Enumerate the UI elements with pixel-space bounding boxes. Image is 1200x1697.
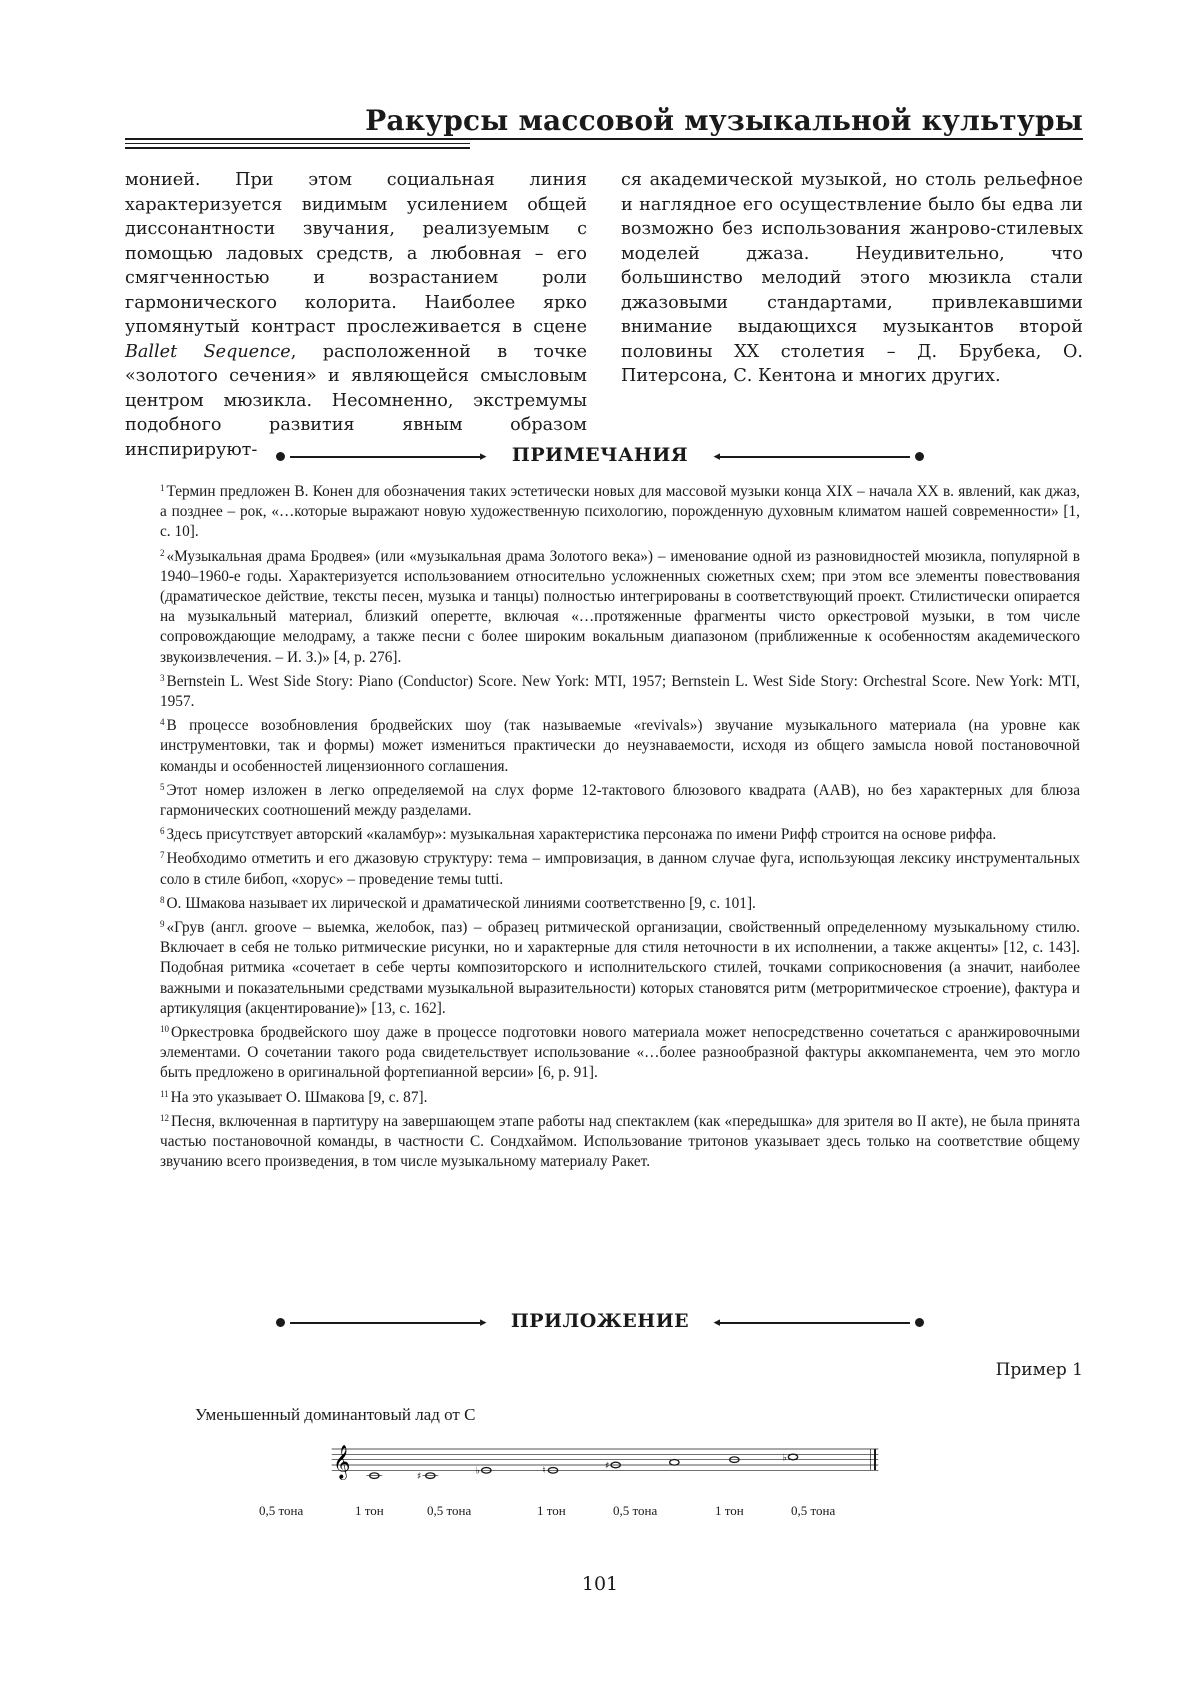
appendix-heading — [270, 1310, 930, 1336]
note-b-flat — [782, 1452, 797, 1463]
note: $^3$ Bernstein L. West Side Story: Piano (Conductor) Score. New York: MTI, 1957; Bernstein L. West Side Story: Orchestral Score. New York: MTI, 1957. — [160, 672, 1080, 711]
left-column — [125, 168, 587, 462]
interval-label: 0,5 тона — [427, 1503, 472, 1518]
note: $^{11}$ На это указывает О. Шмакова [9, с. 87]. — [160, 1088, 428, 1106]
note-g — [670, 1460, 679, 1466]
svg-text:♯: ♯ — [605, 1460, 610, 1472]
example-label: Пример 1 — [995, 1360, 1083, 1380]
interval-label: 1 тон — [715, 1503, 744, 1518]
notes-heading — [270, 444, 930, 470]
header-rule — [470, 138, 1083, 140]
interval-label: 0,5 тона — [791, 1503, 836, 1518]
svg-text:♯: ♯ — [417, 1471, 422, 1482]
music-title: Уменьшенный доминантовый лад от C — [195, 1405, 476, 1424]
left-text-part2: , расположенной в точке «золотого сечения» и являющейся смысловым центром мюзикла. Несомненно, экстремумы подобного развития явным образом инспирируют- — [125, 341, 587, 460]
header-ornament-rule — [125, 138, 470, 152]
ornament-dot-icon — [915, 1318, 924, 1327]
svg-text:♮: ♮ — [542, 1465, 546, 1476]
ornament-line — [720, 1322, 910, 1324]
music-example — [195, 1405, 1015, 1518]
right-column-paragraph: ся академической музыкой, но столь рельефное и наглядное его осуществление было бы едва ли возможно без использования жанрово-стилевых моделей джаза. Неудивительно, что большинство мелодий этого мюзикла стали джазовыми стандартами, привлекавшими внимание выдающихся музыкантов второй половины XX столетия – Д. Брубека, О. Питерсона, С. Кентона и многих других. — [621, 170, 1083, 386]
note: $^{12}$ Песня, включенная в партитуру на завершающем этапе работы над спектаклем (как «передышка» для зрителя во II акте), не была принята частью постановочной команды, в частности С. Сондхаймом. Использование тритонов указывает здесь только на соответствие общему звучанию всего произведения, в том числе музыкальному материалу Ракет. — [160, 1112, 1080, 1171]
note: $^4$ В процессе возобновления бродвейских шоу (так называемые «revivals») звучание музыкального материала (на уровне как инструментовки, так и формы) может измениться практически до неузнаваемости, исходя из общего замысла новой постановочной команды и особенностей лицензионного соглашения. — [160, 717, 1080, 775]
note: $^7$ Необходимо отметить и его джазовую структуру: тема – импровизация, в данном случае фуга, использующая лексику инструментальных соло в стиле бибоп, «хорус» – проведение темы tutti. — [160, 850, 1080, 888]
running-header — [125, 100, 1083, 148]
notes-list — [160, 478, 1080, 1173]
note: $^9$ «Грув (англ. groove – выемка, желобок, паз) – образец ритмической организации, свойственный определенному музыкальному стилю. Включает в себя не только ритмические рисунки, но и характерные для стиля неточности в их исполнении, а также акценты» [12, с. 143]. Подобная ритмика «сочетает в себе черты композиторского и исполнительского стилей, точками соприкосновения (а значит, наиболее важными и показательными средствами музыкальной выразительности) которых становятся ритм (метроритмическое строение), фактура и артикуляция (акцентирование)» [13, с. 162]. — [160, 919, 1080, 1017]
page-number: 101 — [581, 1573, 619, 1595]
right-column — [621, 168, 1083, 389]
interval-labels — [195, 1503, 1015, 1523]
ornament-dot-icon — [915, 452, 924, 461]
note: $^{10}$ Оркестровка бродвейского шоу даже в процессе подготовки нового материала может непосредственно сочетаться с аранжировочными элементами. О сочетании такого рода свидетельствует использование «…более разнообразной фактуры аккомпанемента, чем это могло быть предложено в оригинальной фортепианной версии» [6, p. 91]. — [160, 1024, 1080, 1082]
ornament-line — [720, 456, 910, 458]
left-text-italic: Ballet Sequence — [125, 341, 291, 362]
interval-label: 1 тон — [537, 1503, 566, 1518]
left-text-part1: монией. При этом социальная линия характеризуется видимым усилением общей диссонантности звучания, реализуемым с помощью ладовых средств, а любовная – его смягченностью и возрастанием роли гармонического колорита. Наиболее ярко упомянутый контраст прослеживается в сцене — [125, 170, 587, 337]
note-e-flat — [476, 1466, 491, 1477]
left-column-paragraph — [125, 168, 587, 462]
ornament-arrow-icon: ▸ — [480, 1315, 487, 1330]
note-c — [366, 1473, 382, 1479]
svg-text:♭: ♭ — [782, 1452, 787, 1464]
music-staff — [195, 1445, 1015, 1485]
interval-label: 0,5 тона — [613, 1503, 658, 1518]
ornament-arrow-icon: ◂ — [713, 449, 720, 464]
ornament-arrow-icon: ▸ — [480, 449, 487, 464]
ornament-arrow-icon: ◂ — [713, 1315, 720, 1330]
interval-label: 0,5 тона — [259, 1503, 304, 1518]
interval-label: 1 тон — [355, 1503, 384, 1518]
note: $^8$ О. Шмакова называет их лирической и драматической линиями соответственно [9, с. 101]. — [160, 894, 756, 912]
header-title: Ракурсы массовой музыкальной культуры — [365, 104, 1083, 137]
note: $^5$ Этот номер изложен в легко определяемой на слух форме 12-тактового блюзового квадрата (AAB), но без характерных для блюза гармонических соотношений между разделами. — [160, 781, 1080, 820]
svg-text:♭: ♭ — [475, 1465, 481, 1477]
note-c-sharp — [417, 1471, 438, 1482]
notes-heading-label: ПРИМЕЧАНИЯ — [270, 444, 930, 466]
appendix-heading-label: ПРИЛОЖЕНИЕ — [270, 1310, 930, 1332]
treble-clef-icon: 𝄞 — [333, 1445, 351, 1479]
note-f-sharp — [605, 1460, 620, 1471]
note: $^1$ Термин предложен В. Конен для обозначения таких эстетически новых для массовой музыки конца XIX – начала XX в. явлений, как джаз, а позднее – рок, «…которые выражают новую художественную психологию, порожденную духовным климатом нашей современности» [1, с. 10]. — [160, 483, 1080, 541]
note: $^2$ «Музыкальная драма Бродвея» (или «музыкальная драма Золотого века») – именование одной из разновидностей мюзикла, популярной в 1940–1960-е годы. Характеризуется использованием относительно усложненных сюжетных схем; при этом все элементы повествования (драматическое действие, тексты песен, музыка и танцы) полностью интегрированы в соответствующий проект. Стилистически опирается на музыкальный материал, близкий оперетте, включая «…протяженные фрагменты чисто оркестровой музыки, в том числе сопровождающие мелодраму, а также песни с более широким вокальным диапазоном (приближенные к особенностям академического звукоизвлечения. – И. З.)» [4, p. 276]. — [160, 547, 1080, 666]
note: $^6$ Здесь присутствует авторский «каламбур»: музыкальная характеристика персонажа по имени Рифф строится на основе риффа. — [160, 826, 997, 844]
